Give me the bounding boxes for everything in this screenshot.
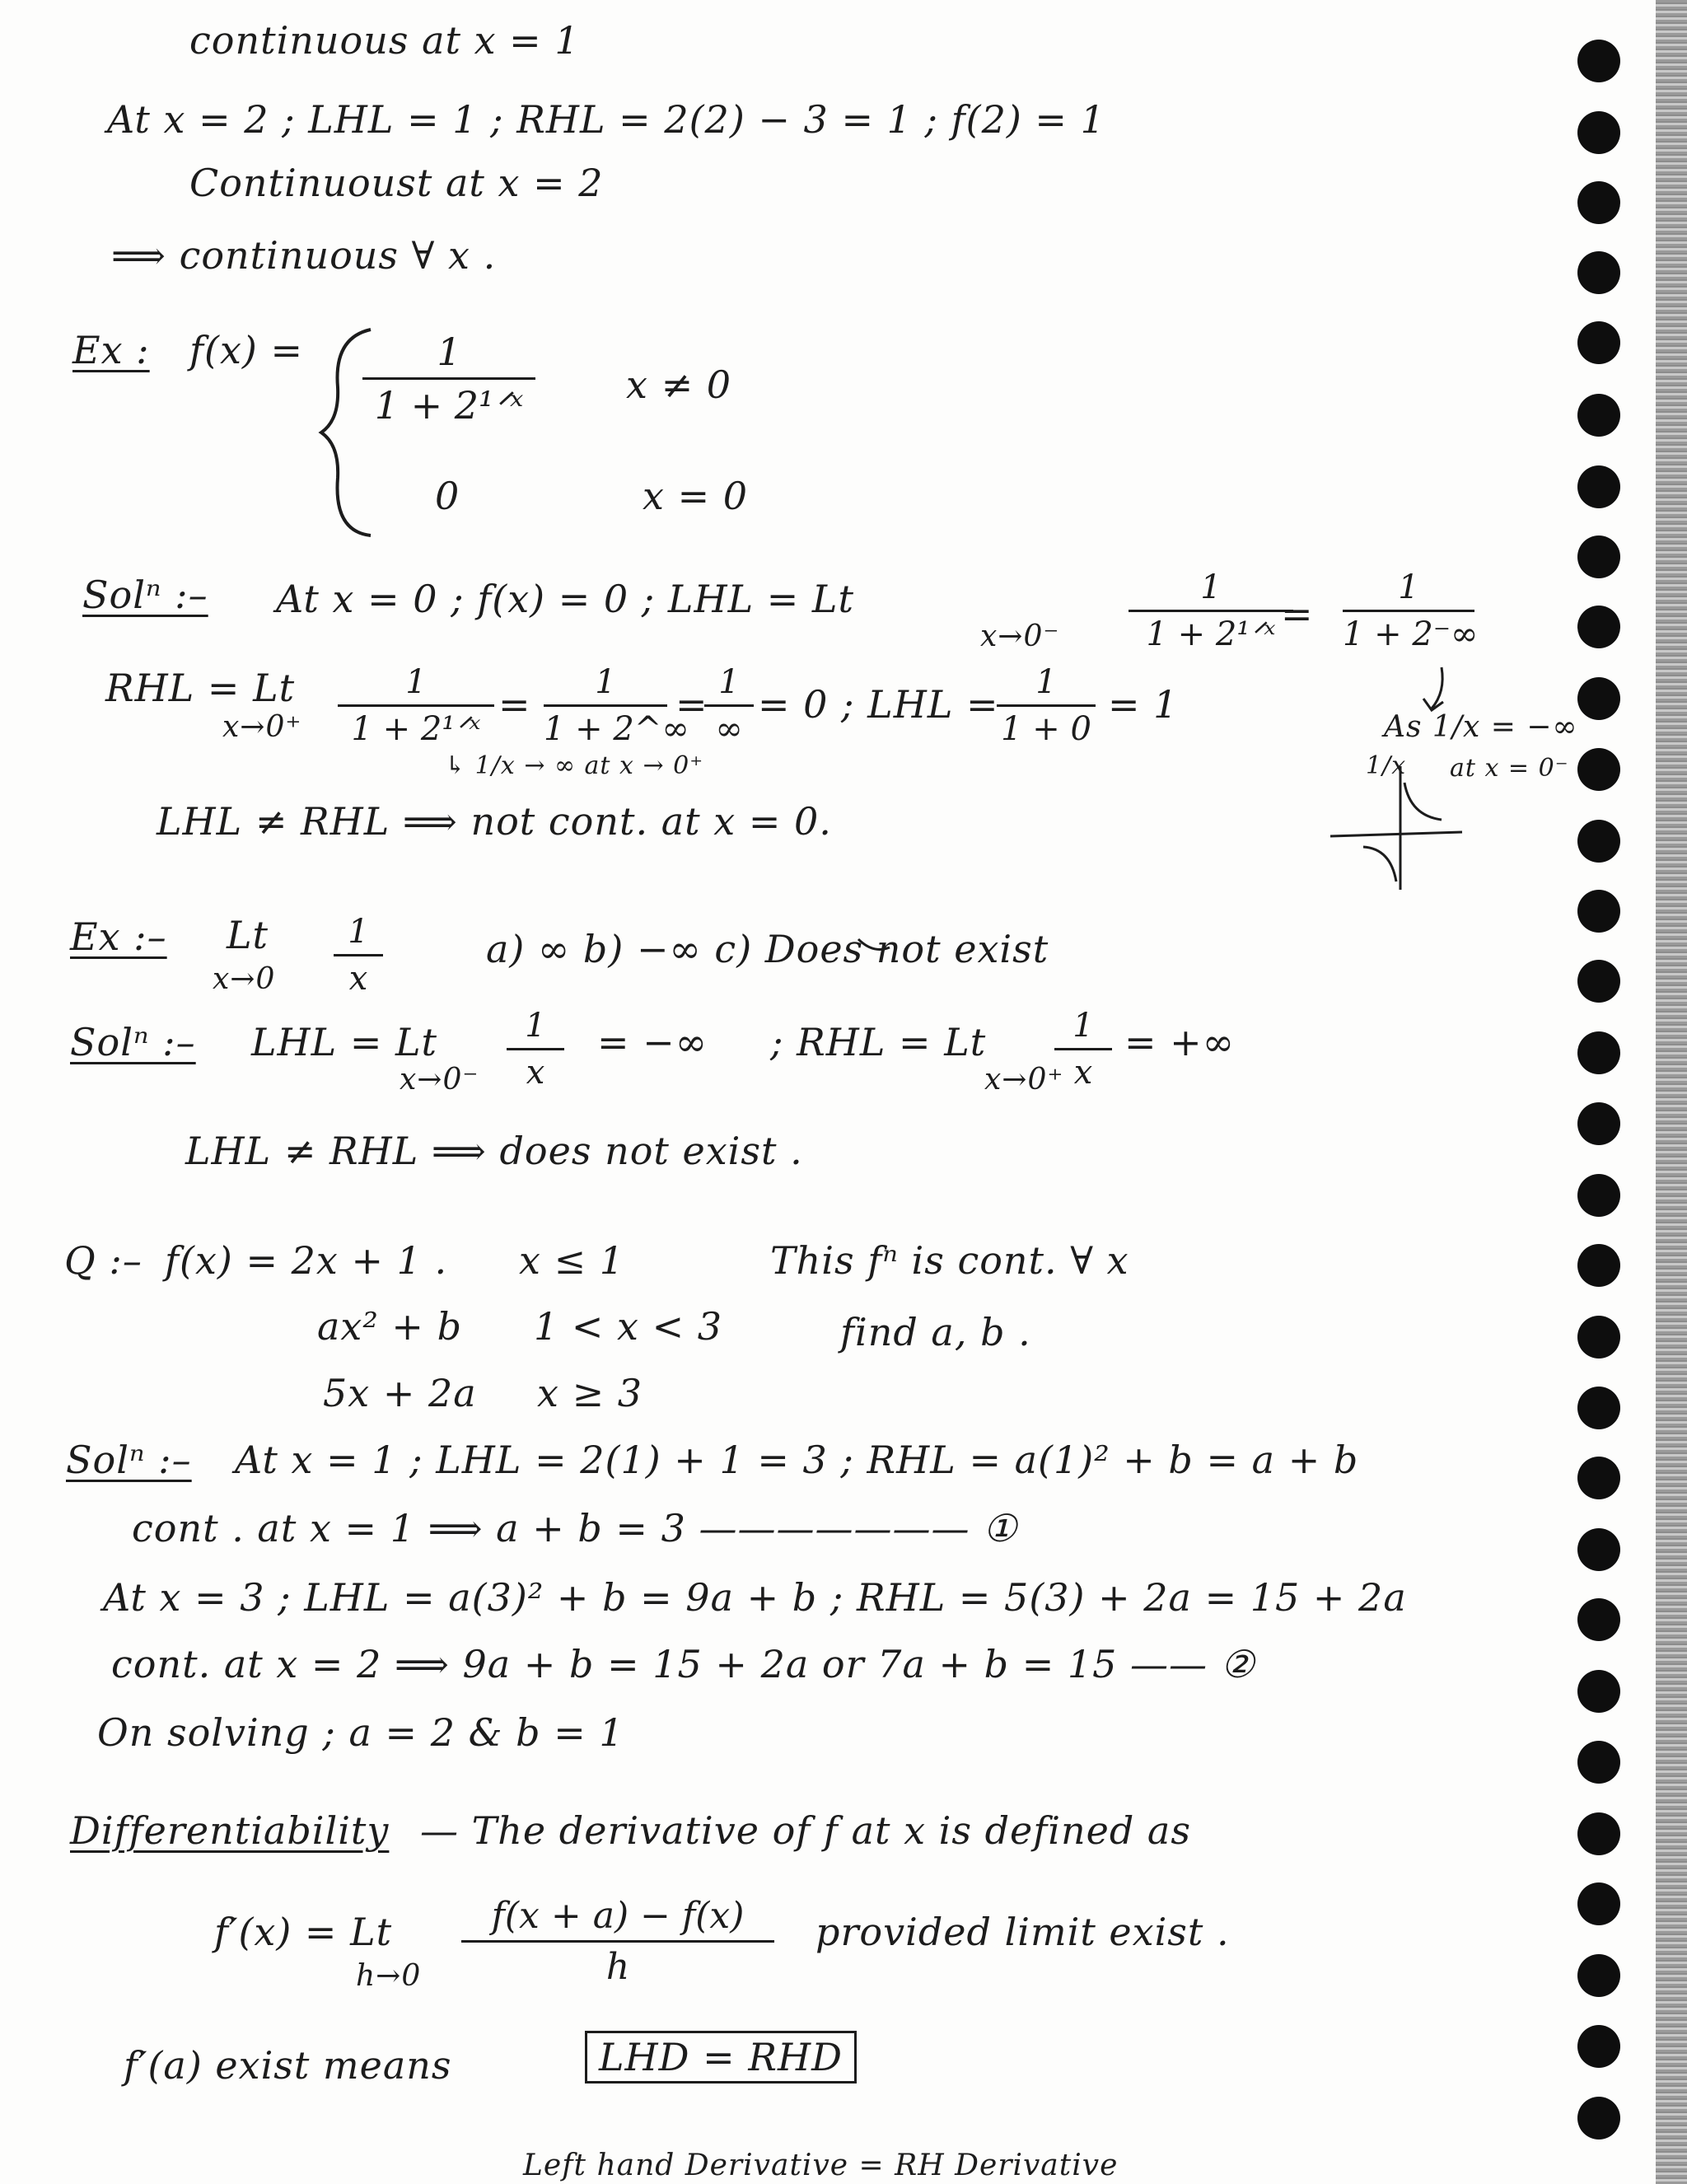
side-note-axis-label: 1/x [1366, 751, 1407, 780]
example2-options: a) ∞ b) −∞ c) Does not exist [486, 927, 1049, 971]
solution2-rhl: ; RHL = Lt [770, 1020, 987, 1064]
question-function-piece3: 5x + 2a [323, 1371, 477, 1415]
example1-zero-value: 0 [435, 474, 460, 518]
equals-sign: = [675, 682, 708, 727]
question-solution-label: Solⁿ :– [66, 1438, 192, 1482]
differentiability-definition: — The derivative of f at x is defined as [420, 1808, 1191, 1853]
fraction-denominator: 1 + 2¹ᐟˣ [351, 710, 481, 748]
fraction-denominator: 1 + 2^∞ [544, 710, 689, 748]
side-note-at: at x = 0⁻ [1450, 754, 1569, 783]
solution2-conclusion: LHL ≠ RHL ⟹ does not exist . [185, 1129, 803, 1173]
question-solution-line2: cont . at x = 1 ⟹ a + b = 3 ——————— ① [132, 1506, 1018, 1550]
question-label: Q :– [64, 1238, 143, 1283]
example1-condition-nonzero: x ≠ 0 [626, 362, 731, 407]
solution1-rhl-zero-and-lhl: = 0 ; LHL = [758, 682, 999, 727]
fraction-denominator: 1 + 0 [1001, 710, 1091, 748]
fraction-numerator: 1 [595, 663, 616, 701]
line-continuous-all-x: ⟹ continuous ∀ x . [111, 233, 497, 278]
question-solution-line5: On solving ; a = 2 & b = 1 [97, 1710, 624, 1755]
question-function-piece2: ax² + b [317, 1304, 463, 1349]
derivative-lhs: f′(x) = Lt [214, 1910, 393, 1954]
solution2-rhl-subscript: x→0⁺ [984, 1063, 1064, 1097]
fraction-numerator: 1 [405, 663, 427, 701]
solution2-lhl: LHL = Lt [251, 1020, 438, 1064]
solution1-rhl-limit-subscript: x→0⁺ [222, 710, 302, 744]
graph-horizontal-axis [1330, 832, 1462, 836]
fraction-numerator: f(x + a) − f(x) [491, 1895, 745, 1937]
solution1-lhl-equals-one: = 1 [1108, 682, 1179, 727]
fraction-numerator: 1 [718, 663, 740, 701]
footer-derivative-note: Left hand Derivative = RH Derivative [523, 2149, 1119, 2182]
fraction-denominator: ∞ [715, 710, 743, 748]
fraction-denominator: 1 + 2¹ᐟˣ [1146, 615, 1276, 653]
fraction-numerator: 1 [1200, 568, 1222, 606]
fraction-numerator: 1 [437, 330, 461, 374]
line-at-x2: At x = 2 ; LHL = 1 ; RHL = 2(2) − 3 = 1 ; f(2) = 1 [107, 97, 1105, 142]
solution2-lhl-subscript: x→0⁻ [400, 1063, 479, 1097]
solution1-line1: At x = 0 ; f(x) = 0 ; LHL = Lt [276, 577, 854, 621]
example2-limit-subscript: x→0 [213, 962, 276, 996]
solution-label: Solⁿ :– [82, 573, 208, 617]
answer-tick-mark [858, 939, 890, 949]
fraction-numerator: 1 [1072, 1007, 1094, 1045]
example1-condition-zero: x = 0 [643, 474, 748, 518]
equals-sign: = [498, 682, 531, 727]
solution1-conclusion: LHL ≠ RHL ⟹ not cont. at x = 0. [157, 799, 832, 844]
fraction-denominator: 1 + 2¹ᐟˣ [374, 383, 524, 428]
question-solution-line4: cont. at x = 2 ⟹ 9a + b = 15 + 2a or 7a + b = 15 —— ② [111, 1642, 1255, 1686]
question-condition3: x ≥ 3 [537, 1371, 643, 1415]
example-label: Ex : [72, 328, 150, 372]
question-condition2: 1 < x < 3 [534, 1304, 723, 1349]
line-continuous-x1: continuous at x = 1 [189, 18, 580, 63]
fraction-denominator: x [1073, 1054, 1093, 1092]
derivative-proviso: provided limit exist . [815, 1910, 1230, 1954]
solution2-lhl-result: = −∞ [597, 1020, 708, 1064]
question-condition1: x ≤ 1 [519, 1238, 624, 1283]
example2-limit: Lt [227, 913, 269, 957]
arrow-down [1423, 667, 1443, 710]
piecewise-brace [321, 330, 371, 535]
derivative-limit-subscript: h→0 [356, 1959, 422, 1993]
example1-function-name: f(x) = [189, 328, 304, 372]
fraction-numerator: 1 [1035, 663, 1057, 701]
equals-sign: = [1281, 592, 1314, 636]
question-solution-line3: At x = 3 ; LHL = a(3)² + b = 9a + b ; RHL = 5(3) + 2a = 15 + 2a [103, 1575, 1407, 1620]
solution2-rhl-result: = +∞ [1124, 1020, 1236, 1064]
derivative-exist-statement: f′(a) exist means [124, 2043, 452, 2088]
solution1-note-arrow: ↳ 1/x → ∞ at x → 0⁺ [445, 751, 704, 780]
fraction-numerator: 1 [1398, 568, 1419, 606]
example2-label: Ex :– [70, 914, 167, 959]
fraction-denominator: h [605, 1946, 630, 1988]
solution1-limit-subscript: x→0⁻ [980, 620, 1060, 653]
question-statement: This fⁿ is cont. ∀ x [770, 1238, 1129, 1283]
question-solution-line1: At x = 1 ; LHL = 2(1) + 1 = 3 ; RHL = a(1)² + b = a + b [235, 1438, 1359, 1482]
line-continuous-x2: Continuoust at x = 2 [189, 161, 604, 205]
lhd-equals-rhd-box: LHD = RHD [585, 2031, 857, 2083]
fraction-numerator: 1 [525, 1007, 546, 1045]
differentiability-heading: Differentiability [70, 1808, 390, 1853]
question-find: find a, b . [840, 1310, 1031, 1354]
fraction-numerator: 1 [348, 913, 369, 951]
question-function-piece1: f(x) = 2x + 1 . [165, 1238, 448, 1283]
fraction-denominator: 1 + 2⁻∞ [1343, 615, 1479, 653]
fraction-denominator: x [348, 960, 368, 998]
solution1-rhl-label: RHL = Lt [105, 666, 296, 710]
solution2-label: Solⁿ :– [70, 1020, 196, 1064]
fraction-denominator: x [526, 1054, 545, 1092]
side-note-as: As 1/x = −∞ [1384, 710, 1578, 744]
